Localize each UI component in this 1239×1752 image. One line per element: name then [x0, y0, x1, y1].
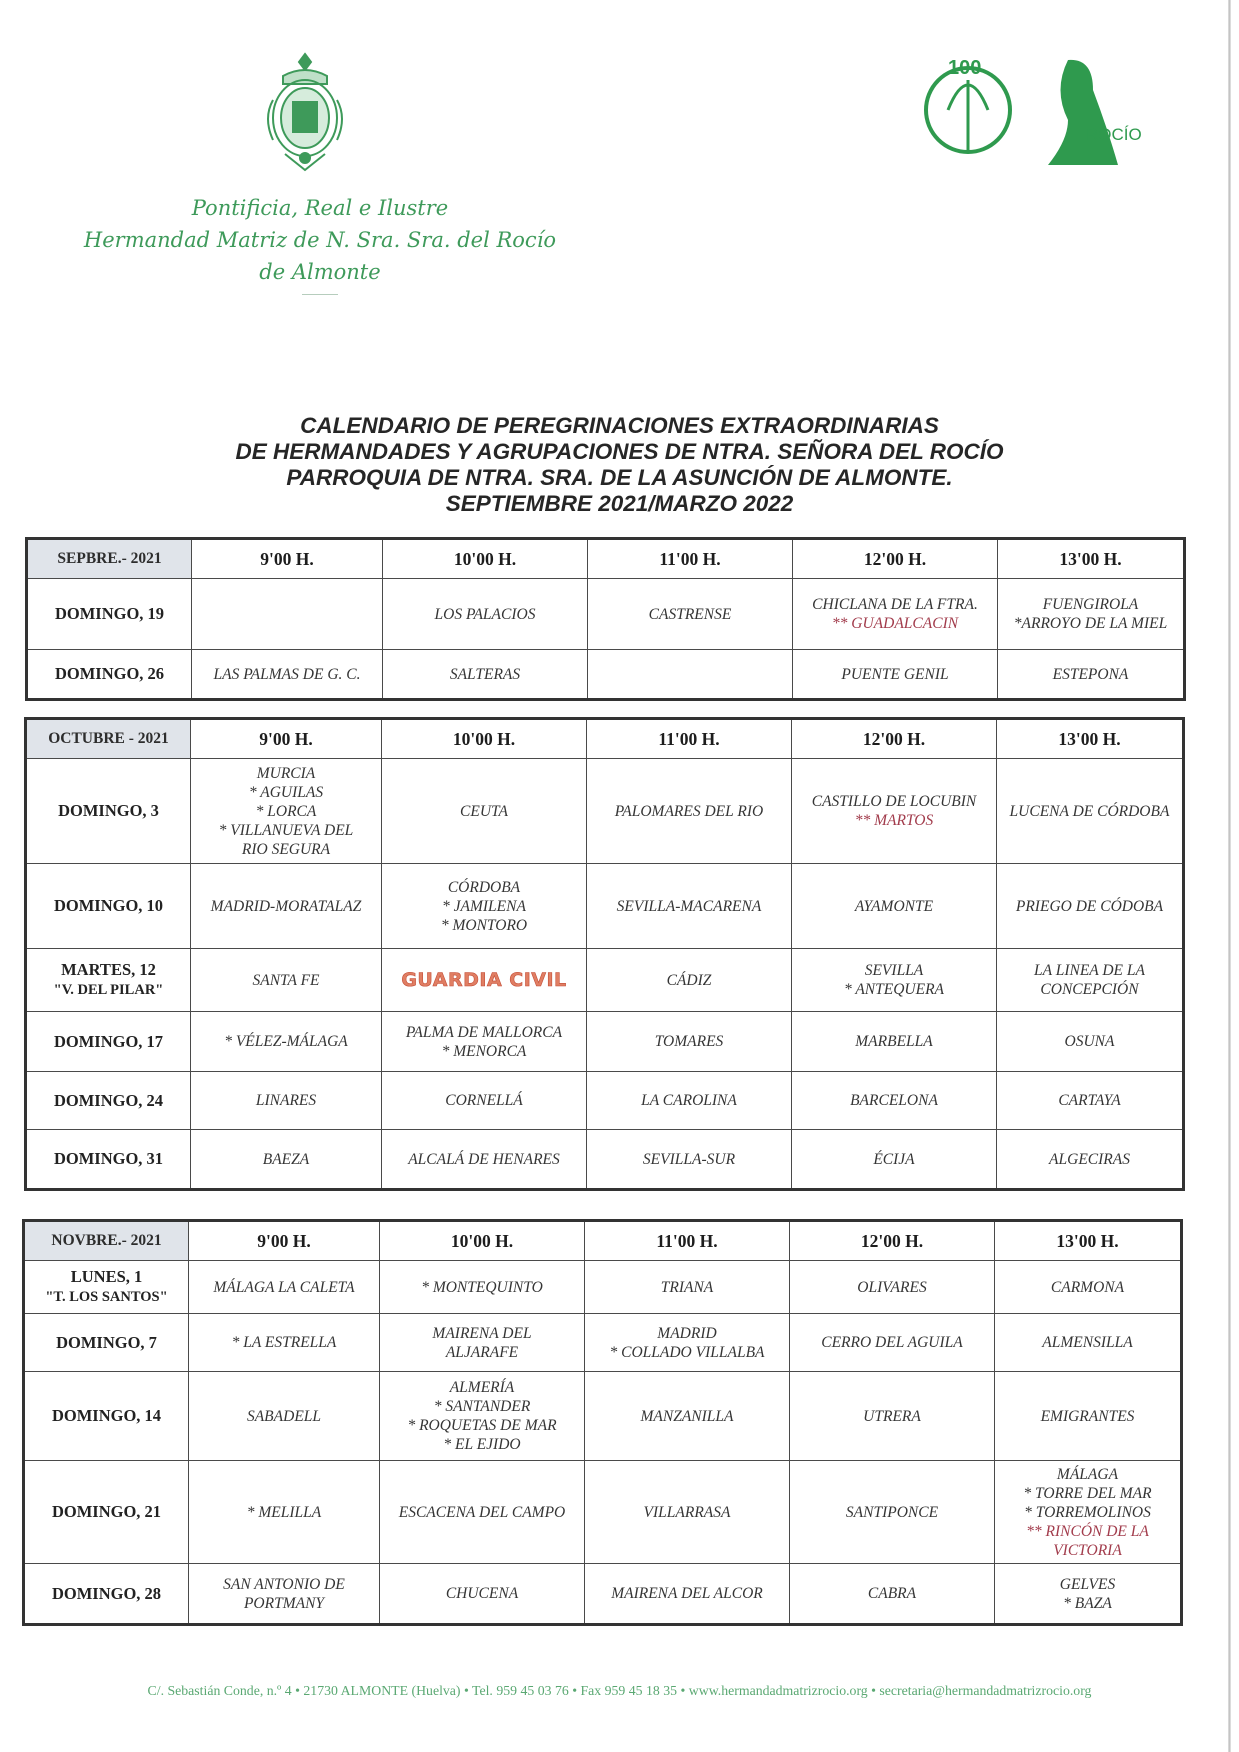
brotherhood-entry: MAIRENA DEL — [432, 1324, 532, 1342]
brotherhood-entry: SAN ANTONIO DE — [223, 1575, 345, 1593]
brotherhood-entry: CASTILLO DE LOCUBIN — [811, 793, 977, 810]
brotherhood-entry: LINARES — [255, 1092, 317, 1109]
table-header-row — [24, 1221, 1182, 1261]
brotherhood-entry: CARMONA — [1050, 1278, 1125, 1296]
day-cell — [26, 949, 191, 1012]
brotherhood-entry: CONCEPCIÓN — [1040, 981, 1139, 998]
brotherhood-entry: * TORRE DEL MAR — [1023, 1484, 1152, 1502]
schedule-cell — [995, 1461, 1182, 1564]
document-title — [0, 413, 1239, 517]
schedule-cell — [382, 1072, 587, 1130]
schedule-cell — [191, 1130, 382, 1190]
brotherhood-entry: * MENORCA — [441, 1042, 527, 1060]
schedule-cell — [191, 1072, 382, 1130]
day-label: DOMINGO, 17 — [53, 1031, 164, 1051]
schedule-cell — [191, 1012, 382, 1072]
day-cell — [26, 1072, 191, 1130]
day-label: DOMINGO, 24 — [53, 1090, 164, 1110]
schedule-cell — [585, 1261, 790, 1314]
brotherhood-line-1: Pontificia, Real e Ilustre — [191, 196, 449, 220]
calendar-table — [25, 537, 1186, 701]
day-label: MARTES, 12 — [61, 960, 156, 979]
brotherhood-entry: BAEZA — [262, 1150, 310, 1168]
schedule-cell — [790, 1461, 995, 1564]
brotherhood-entry: TOMARES — [654, 1033, 724, 1050]
brotherhood-entry: SALTERAS — [449, 665, 521, 683]
hour-header: 13'00 H. — [998, 539, 1185, 579]
schedule-cell — [383, 579, 588, 650]
brotherhood-entry: ESTEPONA — [1052, 665, 1129, 683]
brotherhood-entry: CHICLANA DE LA FTRA. — [812, 596, 978, 613]
brotherhood-entry: CEUTA — [460, 802, 508, 820]
day-cell — [26, 1130, 191, 1190]
brotherhood-entry: * ROQUETAS DE MAR — [407, 1417, 557, 1434]
brotherhood-entry: * EL EJIDO — [443, 1436, 521, 1453]
day-label: DOMINGO, 10 — [53, 896, 164, 915]
brotherhood-entry: * LORCA — [255, 802, 317, 820]
table-row — [24, 1261, 1182, 1314]
brotherhood-entry: SANTIPONCE — [845, 1503, 939, 1521]
brotherhood-entry: * TORREMOLINOS — [1024, 1503, 1151, 1521]
brotherhood-entry: CÓRDOBA — [447, 878, 521, 896]
brotherhood-entry: * BAZA — [1063, 1594, 1112, 1612]
table-row — [24, 1564, 1182, 1625]
brotherhood-entry: * COLLADO VILLALBA — [609, 1343, 765, 1361]
hour-header: 11'00 H. — [588, 539, 793, 579]
brotherhood-entry: CABRA — [867, 1585, 917, 1602]
brotherhood-entry: PORTMANY — [243, 1594, 325, 1612]
hour-header: 12'00 H. — [790, 1221, 995, 1261]
table-row — [26, 1130, 1184, 1190]
brotherhood-entry: * SANTANDER — [433, 1398, 531, 1415]
brotherhood-entry: PUENTE GENIL — [841, 665, 949, 683]
brotherhood-entry: OSUNA — [1064, 1033, 1115, 1050]
schedule-cell — [382, 1012, 587, 1072]
brotherhood-entry: ** GUADALCACIN — [831, 615, 959, 632]
brotherhood-entry: BARCELONA — [850, 1092, 938, 1109]
day-cell — [24, 1261, 189, 1314]
hour-header: 9'00 H. — [191, 719, 382, 759]
brotherhood-entry: MADRID-MORATALAZ — [210, 897, 362, 915]
brotherhood-entry: MÁLAGA — [1056, 1465, 1119, 1483]
schedule-cell — [587, 949, 792, 1012]
day-cell — [24, 1461, 189, 1564]
brotherhood-entry: UTRERA — [863, 1407, 921, 1425]
brotherhood-entry: PALOMARES DEL RIO — [614, 802, 764, 820]
brotherhood-entry: FUENGIROLA — [1042, 596, 1139, 613]
title-line-4: SEPTIEMBRE 2021/MARZO 2022 — [445, 491, 794, 516]
day-label: DOMINGO, 21 — [51, 1502, 162, 1521]
brotherhood-entry: CORNELLÁ — [445, 1092, 523, 1109]
brotherhood-entry: MADRID — [657, 1324, 717, 1342]
schedule-cell — [380, 1372, 585, 1461]
brotherhood-entry: CHUCENA — [445, 1585, 519, 1602]
day-label: LUNES, 1 — [70, 1267, 143, 1286]
day-cell — [26, 759, 191, 864]
day-label: DOMINGO, 7 — [56, 1332, 157, 1352]
schedule-cell — [587, 1012, 792, 1072]
day-festivity: "V. DEL PILAR" — [53, 982, 164, 998]
schedule-cell — [997, 1012, 1184, 1072]
hour-header: 10'00 H. — [383, 539, 588, 579]
page-edge — [1228, 0, 1231, 1752]
schedule-cell — [585, 1314, 790, 1372]
brotherhood-entry: CÁDIZ — [666, 971, 712, 989]
hour-header: 9'00 H. — [192, 539, 383, 579]
schedule-cell — [998, 650, 1185, 700]
day-label: DOMINGO, 28 — [51, 1583, 162, 1603]
brotherhood-entry: LA CAROLINA — [641, 1092, 737, 1109]
day-label: DOMINGO, 26 — [54, 664, 165, 683]
day-cell — [24, 1372, 189, 1461]
day-cell — [26, 1012, 191, 1072]
brotherhood-entry: SANTA FE — [252, 971, 320, 989]
schedule-cell — [997, 949, 1184, 1012]
hour-header: 10'00 H. — [380, 1221, 585, 1261]
brotherhood-entry: CASTRENSE — [648, 605, 732, 623]
schedule-cell — [189, 1314, 380, 1372]
brotherhood-entry: MANZANILLA — [640, 1407, 734, 1425]
schedule-cell — [997, 864, 1184, 949]
hour-header: 11'00 H. — [587, 719, 792, 759]
schedule-cell — [382, 949, 587, 1012]
brotherhood-rule — [302, 294, 338, 295]
table-row — [24, 1314, 1182, 1372]
brotherhood-entry: SABADELL — [246, 1407, 322, 1425]
table-row — [27, 579, 1185, 650]
brotherhood-entry: EMIGRANTES — [1040, 1407, 1135, 1425]
schedule-cell — [792, 949, 997, 1012]
brotherhood-entry: * LA ESTRELLA — [231, 1334, 337, 1351]
brotherhood-entry: SEVILLA-SUR — [642, 1150, 736, 1168]
brotherhood-entry: * JAMILENA — [442, 897, 526, 915]
schedule-cell — [995, 1564, 1182, 1625]
brotherhood-entry: LOS PALACIOS — [434, 605, 536, 623]
jubilee-and-rocio-logos — [918, 50, 1148, 180]
hour-header: 10'00 H. — [382, 719, 587, 759]
schedule-cell — [995, 1314, 1182, 1372]
schedule-cell — [382, 1130, 587, 1190]
schedule-cell — [997, 1072, 1184, 1130]
schedule-cell — [382, 864, 587, 949]
day-label: DOMINGO, 31 — [53, 1149, 164, 1168]
schedule-cell — [189, 1564, 380, 1625]
hour-header: 12'00 H. — [792, 719, 997, 759]
brotherhood-entry: CARTAYA — [1058, 1092, 1121, 1109]
schedule-cell — [189, 1261, 380, 1314]
day-cell — [27, 650, 192, 700]
brotherhood-entry: TRIANA — [660, 1278, 714, 1296]
schedule-cell — [793, 579, 998, 650]
schedule-cell — [792, 1130, 997, 1190]
schedule-cell — [997, 759, 1184, 864]
table-row — [26, 949, 1184, 1012]
table-row — [26, 1012, 1184, 1072]
schedule-cell — [189, 1461, 380, 1564]
brotherhood-line-3: de Almonte — [259, 260, 381, 284]
table-row — [24, 1461, 1182, 1564]
brotherhood-entry: * MONTORO — [440, 916, 528, 934]
day-festivity: "T. LOS SANTOS" — [45, 1289, 168, 1305]
brotherhood-entry: *ARROYO DE LA MIEL — [1013, 615, 1168, 632]
schedule-cell — [585, 1564, 790, 1625]
schedule-cell — [588, 579, 793, 650]
schedule-cell — [191, 949, 382, 1012]
brotherhood-entry: * VILLANUEVA DEL — [218, 821, 354, 839]
brotherhood-entry: LUCENA DE CÓRDOBA — [1009, 802, 1170, 820]
table-header-row — [26, 719, 1184, 759]
hour-header: 9'00 H. — [189, 1221, 380, 1261]
brotherhood-entry: SEVILLA-MACARENA — [616, 897, 762, 915]
brotherhood-entry: MÁLAGA LA CALETA — [213, 1278, 355, 1296]
schedule-cell — [790, 1372, 995, 1461]
schedule-cell — [191, 864, 382, 949]
brotherhood-entry: VICTORIA — [1053, 1541, 1122, 1559]
brotherhood-entry: * VÉLEZ-MÁLAGA — [224, 1033, 348, 1050]
brotherhood-entry: PRIEGO DE CÓDOBA — [1015, 897, 1164, 915]
day-cell — [24, 1564, 189, 1625]
table-row — [26, 1072, 1184, 1130]
schedule-cell — [585, 1372, 790, 1461]
brotherhood-entry: GELVES — [1059, 1575, 1116, 1593]
table-header-row — [27, 539, 1185, 579]
day-cell — [27, 579, 192, 650]
schedule-cell — [792, 1072, 997, 1130]
schedule-cell — [995, 1261, 1182, 1314]
schedule-cell — [997, 1130, 1184, 1190]
schedule-cell — [792, 1012, 997, 1072]
brotherhood-entry: ALMENSILLA — [1042, 1334, 1133, 1351]
brotherhood-entry: AYAMONTE — [854, 897, 934, 915]
title-line-3: PARROQUIA DE NTRA. SRA. DE LA ASUNCIÓN DE ALMONTE. — [286, 465, 953, 490]
schedule-cell — [587, 1130, 792, 1190]
schedule-cell — [380, 1314, 585, 1372]
day-cell — [24, 1314, 189, 1372]
schedule-cell — [587, 864, 792, 949]
schedule-cell — [192, 579, 383, 650]
schedule-cell — [383, 650, 588, 700]
brotherhood-entry: ALGECIRAS — [1049, 1150, 1130, 1168]
brotherhood-entry: GUARDIA CIVIL — [401, 968, 567, 991]
table-row — [26, 759, 1184, 864]
brotherhood-entry: PALMA DE MALLORCA — [405, 1023, 563, 1041]
day-label: DOMINGO, 19 — [54, 604, 165, 623]
schedule-cell — [790, 1261, 995, 1314]
hour-header: 12'00 H. — [793, 539, 998, 579]
brotherhood-entry: LA LINEA DE LA — [1034, 962, 1145, 979]
table-row — [27, 650, 1185, 700]
table-row — [24, 1372, 1182, 1461]
schedule-cell — [790, 1564, 995, 1625]
month-header: NOVBRE.- 2021 — [24, 1221, 189, 1261]
brotherhood-entry: * ANTEQUERA — [843, 981, 945, 998]
brotherhood-entry: * AGUILAS — [248, 783, 324, 801]
crest-logo — [255, 50, 355, 175]
schedule-cell — [189, 1372, 380, 1461]
schedule-cell — [380, 1261, 585, 1314]
brotherhood-entry: ** RINCÓN DE LA — [1026, 1522, 1149, 1540]
footer-contact: C/. Sebastián Conde, n.º 4 • 21730 ALMONTE (Huelva) • Tel. 959 45 03 76 • Fax 959 45 18 35 • www.hermandadmatrizrocio.org • secretaria@hermandadmatrizrocio.org — [147, 1683, 1092, 1698]
schedule-cell — [995, 1372, 1182, 1461]
schedule-cell — [380, 1564, 585, 1625]
day-label: DOMINGO, 3 — [58, 801, 159, 820]
brotherhood-entry: ALMERÍA — [449, 1379, 515, 1396]
brotherhood-entry: ÉCIJA — [873, 1150, 915, 1168]
schedule-cell — [790, 1314, 995, 1372]
month-header: SEPBRE.- 2021 — [27, 539, 192, 579]
schedule-cell — [587, 1072, 792, 1130]
brotherhood-entry: ALJARAFE — [445, 1343, 519, 1361]
month-header: OCTUBRE - 2021 — [26, 719, 191, 759]
schedule-cell — [588, 650, 793, 700]
calendar-table — [24, 717, 1185, 1191]
schedule-cell — [792, 759, 997, 864]
schedule-cell — [382, 759, 587, 864]
brotherhood-entry: MARBELLA — [855, 1033, 933, 1050]
schedule-cell — [792, 864, 997, 949]
brotherhood-entry: CERRO DEL AGUILA — [821, 1334, 963, 1351]
calendar-table — [22, 1219, 1183, 1626]
brotherhood-line-2: Hermandad Matriz de N. Sra. Sra. del Rocío — [83, 228, 557, 252]
title-line-1: CALENDARIO DE PEREGRINACIONES EXTRAORDINARIAS — [300, 413, 939, 438]
schedule-cell — [380, 1461, 585, 1564]
table-row — [26, 864, 1184, 949]
brotherhood-entry: ALCALÁ DE HENARES — [408, 1150, 560, 1168]
hour-header: 13'00 H. — [995, 1221, 1182, 1261]
schedule-cell — [998, 579, 1185, 650]
hour-header: 13'00 H. — [997, 719, 1184, 759]
schedule-cell — [793, 650, 998, 700]
svg-text:ROCÍO: ROCÍO — [1086, 125, 1142, 144]
brotherhood-entry: OLIVARES — [857, 1278, 927, 1296]
title-line-2: DE HERMANDADES Y AGRUPACIONES DE NTRA. SEÑORA DEL ROCÍO — [235, 439, 1004, 464]
day-label: DOMINGO, 14 — [51, 1406, 162, 1425]
hour-header: 11'00 H. — [585, 1221, 790, 1261]
schedule-cell — [585, 1461, 790, 1564]
svg-text:100: 100 — [948, 57, 982, 79]
brotherhood-entry: MAIRENA DEL ALCOR — [611, 1585, 763, 1602]
brotherhood-entry: VILLARRASA — [643, 1503, 731, 1521]
schedule-cell — [587, 759, 792, 864]
brotherhood-entry: LAS PALMAS DE G. C. — [213, 665, 361, 683]
brotherhood-entry: MURCIA — [256, 764, 316, 782]
brotherhood-name — [60, 192, 580, 295]
brotherhood-entry: ** MARTOS — [854, 812, 934, 829]
day-cell — [26, 864, 191, 949]
schedule-cell — [192, 650, 383, 700]
brotherhood-entry: SEVILLA — [864, 962, 924, 979]
brotherhood-entry: * MONTEQUINTO — [421, 1278, 543, 1296]
brotherhood-entry: RIO SEGURA — [241, 840, 331, 858]
schedule-cell — [191, 759, 382, 864]
brotherhood-entry: * MELILLA — [246, 1503, 322, 1521]
brotherhood-entry: ESCACENA DEL CAMPO — [398, 1503, 566, 1521]
